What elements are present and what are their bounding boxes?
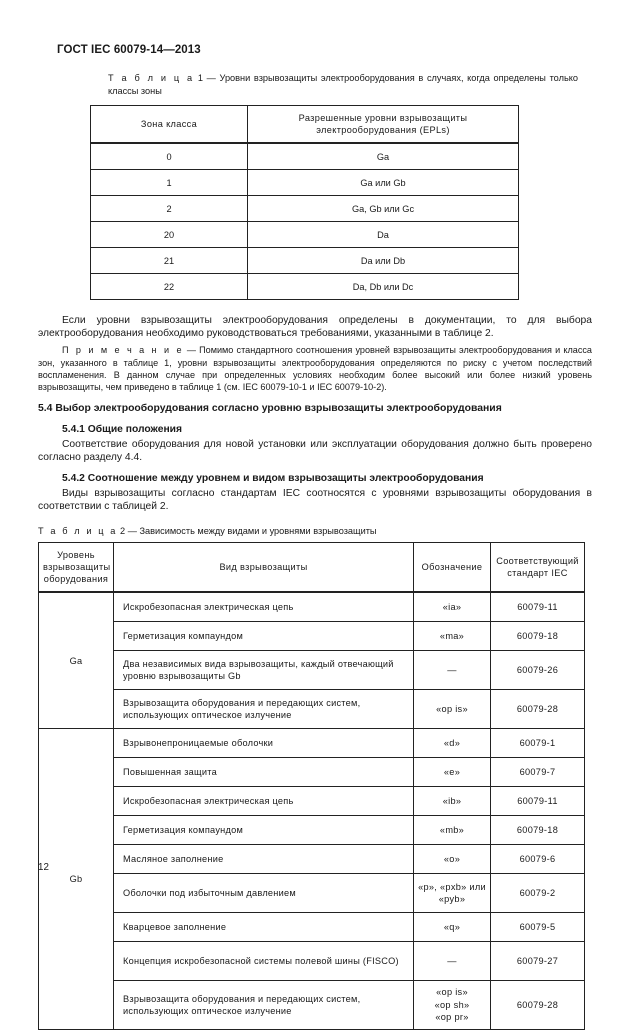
table1-cell-epl: Ga или Gb	[248, 170, 519, 196]
table2-cell-sign: «ia»	[414, 592, 491, 622]
table-row	[39, 787, 585, 816]
table2-cell-standard: 60079-28	[491, 690, 585, 729]
table2-cell-kind: Искробезопасная электрическая цепь	[114, 787, 414, 816]
table2-cell-sign: «op is»	[414, 690, 491, 729]
table1-caption-text: — Уровни взрывозащиты электрооборудования в случаях, когда определены только классы зоны	[108, 73, 578, 96]
heading-5-4-1: 5.4.1 Общие положения	[62, 423, 182, 435]
table2-cell-sign: —	[414, 651, 491, 690]
table2-cell-standard: 60079-27	[491, 942, 585, 981]
note-paragraph	[38, 344, 592, 392]
table2-caption-number: 2	[120, 525, 126, 536]
table2-cell-sign: «o»	[414, 845, 491, 874]
table2-cell-standard: 60079-11	[491, 592, 585, 622]
table1-cell-zone: 1	[91, 170, 248, 196]
table2-cell-standard: 60079-5	[491, 913, 585, 942]
table2-cell-standard: 60079-2	[491, 874, 585, 913]
table-row	[39, 690, 585, 729]
note-text: — Помимо стандартного соотношения уровней взрывозащиты электрооборудования и класса зон, указанного в таблице 1, уровни взрывозащиты электрооборудования определяются по риску с учетом последствий воспламенения. В данном случае при определенных условиях необходим более высокий или более низкий уровень взрывозащиты, чем приведено в таблице 1 (см. IEC 60079-10-1 и IEC 60079-10-2).	[38, 345, 592, 392]
table-row	[39, 651, 585, 690]
table2-cell-kind: Оболочки под избыточным давлением	[114, 874, 414, 913]
table2-cell-sign: «e»	[414, 758, 491, 787]
table2-cell-standard: 60079-18	[491, 816, 585, 845]
table2-caption-text: — Зависимость между видами и уровнями взрывозащиты	[127, 525, 377, 536]
table2-cell-kind: Герметизация компаундом	[114, 816, 414, 845]
table1-cell-epl: Ga, Gb или Gc	[248, 196, 519, 222]
table2-header-level: Уровень взрывозащиты оборудования	[39, 543, 114, 593]
table2-cell-kind: Взрывозащита оборудования и передающих систем, использующих оптическое излучение	[114, 690, 414, 729]
table-row	[39, 845, 585, 874]
table2-cell-kind: Масляное заполнение	[114, 845, 414, 874]
table2-cell-standard: 60079-7	[491, 758, 585, 787]
sign-line-2: «op sh»	[434, 999, 470, 1010]
table2-cell-kind: Концепция искробезопасной системы полевой шины (FISCO)	[114, 942, 414, 981]
heading-5-4: 5.4 Выбор электрооборудования согласно уровню взрывозащиты электрооборудования	[38, 402, 502, 414]
paragraph-5-4-1: Соответствие оборудования для новой установки или эксплуатации оборудования должно быть проверено согласно разделу 4.4.	[38, 438, 592, 463]
table1-caption-number: 1	[197, 73, 203, 83]
table2-cell-standard: 60079-18	[491, 622, 585, 651]
table-row	[39, 758, 585, 787]
table2-header-kind: Вид взрывозащиты	[114, 543, 414, 593]
table2-cell-kind: Повышенная защита	[114, 758, 414, 787]
page-content	[38, 72, 592, 1030]
table1-header-row	[91, 106, 519, 144]
table1-cell-zone: 2	[91, 196, 248, 222]
table2	[38, 542, 585, 1030]
table1-cell-zone: 22	[91, 274, 248, 300]
table-row	[91, 248, 519, 274]
sign-line-1: «op is»	[436, 987, 468, 998]
table1-cell-epl: Ga	[248, 143, 519, 170]
page-number: 12	[38, 862, 49, 873]
table2-cell-standard: 60079-1	[491, 729, 585, 758]
table1-header-epl: Разрешенные уровни взрывозащиты электрооборудования (EPLs)	[248, 106, 519, 144]
table1-wrapper	[90, 105, 592, 300]
table-row	[39, 942, 585, 981]
table2-caption-label: Т а б л и ц а	[38, 525, 118, 536]
table1	[90, 105, 519, 300]
table2-cell-kind: Кварцевое заполнение	[114, 913, 414, 942]
table2-cell-standard: 60079-11	[491, 787, 585, 816]
table2-cell-sign: —	[414, 942, 491, 981]
table1-cell-zone: 0	[91, 143, 248, 170]
table2-cell-sign: «q»	[414, 913, 491, 942]
table2-cell-standard: 60079-6	[491, 845, 585, 874]
table2-cell-kind: Два независимых вида взрывозащиты, каждый отвечающий уровню взрывозащиты Gb	[114, 651, 414, 690]
table-row	[91, 196, 519, 222]
table2-cell-sign: «d»	[414, 729, 491, 758]
heading-5-4-2: 5.4.2 Соотношение между уровнем и видом взрывозащиты электрооборудования	[62, 473, 484, 485]
table2-cell-kind: Взрывозащита оборудования и передающих систем, использующих оптическое излучение	[114, 981, 414, 1030]
table1-cell-epl: Da или Db	[248, 248, 519, 274]
table2-cell-sign	[414, 981, 491, 1030]
table-row	[39, 816, 585, 845]
table1-cell-epl: Da, Db или Dc	[248, 274, 519, 300]
note-label: П р и м е ч а н и е	[62, 345, 184, 356]
table2-cell-standard: 60079-28	[491, 981, 585, 1030]
table-row	[39, 622, 585, 651]
document-header: ГОСТ IEC 60079-14—2013	[57, 44, 201, 56]
table-row	[39, 913, 585, 942]
table2-cell-kind: Герметизация компаундом	[114, 622, 414, 651]
table-row	[39, 981, 585, 1030]
table1-caption	[108, 72, 578, 97]
table1-cell-zone: 20	[91, 222, 248, 248]
table2-cell-level: Gb	[39, 729, 114, 1030]
table2-cell-sign: «ma»	[414, 622, 491, 651]
table1-cell-epl: Da	[248, 222, 519, 248]
table2-caption	[38, 525, 592, 538]
table-row	[91, 222, 519, 248]
table2-cell-sign: «p», «pxb» или «pyb»	[414, 874, 491, 913]
table2-cell-sign: «mb»	[414, 816, 491, 845]
table-row	[39, 729, 585, 758]
paragraph-intro: Если уровни взрывозащиты электрооборудования определены в документации, то для выбора электрооборудования необходимо руководствоваться требованиями, указанными в таблице 2.	[38, 315, 592, 340]
table-row	[39, 874, 585, 913]
table2-wrapper	[38, 542, 592, 1030]
table2-cell-sign: «ib»	[414, 787, 491, 816]
paragraph-5-4-2: Виды взрывозащиты согласно стандартам IEC соотносятся с уровнями взрывозащиты оборудования в соответствии с таблицей 2.	[38, 488, 592, 513]
table2-header-row	[39, 543, 585, 593]
table2-cell-kind: Взрывонепроницаемые оболочки	[114, 729, 414, 758]
table1-caption-label: Т а б л и ц а	[108, 73, 195, 83]
table1-header-zone: Зона класса	[91, 106, 248, 144]
sign-line-3: «op pr»	[435, 1012, 469, 1023]
table-row	[91, 170, 519, 196]
table-row	[91, 143, 519, 170]
table1-cell-zone: 21	[91, 248, 248, 274]
table2-header-standard: Соответствующий стандарт IEC	[491, 543, 585, 593]
table2-header-sign: Обозначение	[414, 543, 491, 593]
table2-cell-kind: Искробезопасная электрическая цепь	[114, 592, 414, 622]
table2-cell-level: Ga	[39, 592, 114, 729]
table-row	[39, 592, 585, 622]
table2-cell-standard: 60079-26	[491, 651, 585, 690]
table-row	[91, 274, 519, 300]
